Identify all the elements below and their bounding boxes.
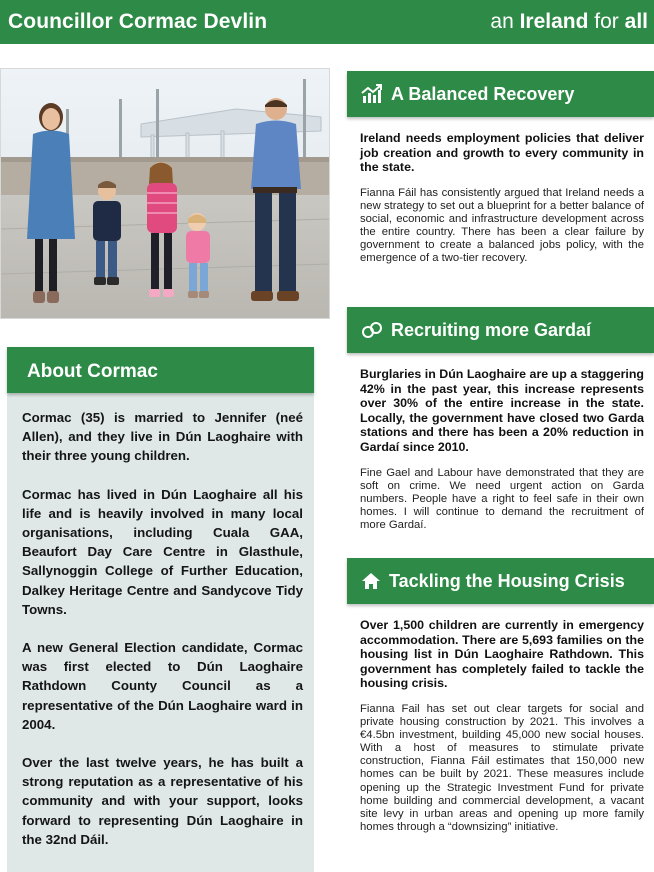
section-title: A Balanced Recovery [391,83,575,104]
section-body: Fine Gael and Labour have demonstrated that they are soft on crime. We need urgent action on Garda numbers. People have a right to feel safe in their own homes. I will continue to demand the recruitment of more Gardaí. [360,466,644,531]
tagline-all: all [624,10,648,33]
section-heading [347,71,654,117]
section-lead: Burglaries in Dún Laoghaire are up a staggering 42% in the past year, this increase represents over 30% of the entire increase in the state. Locally, the government have closed two Garda stations and there has been a 20% reduction in Gardaí since 2010. [360,367,644,454]
section-recruiting-gardai [347,307,654,532]
chart-growth-icon [361,84,383,104]
section-balanced-recovery [347,71,654,265]
family-photo-illustration [1,69,330,319]
about-panel [7,347,314,872]
section-body: Fianna Fail has set out clear targets for social and private housing construction by 2021. This involves a €4.5bn investment, building 45,000 new social houses. With a host of measures to stimulate private construction, Fianna Fáil estimates that 150,000 new homes can be built by 2021. These measures include opening up the Strategic Investment Fund for private home building and commercial development, a vacant site levy in urban areas and opening up more family homes through a “downsizing” initiative. [360,702,644,833]
about-paragraph: A new General Election candidate, Cormac was first elected to Dún Laoghaire Rathdown County Council as a representative of the Dún Laoghaire ward in 2004. [22,640,303,732]
about-paragraph: Cormac has lived in Dún Laoghaire all his life and is heavily involved in many local organisations, including Cuala GAA, Beaufort Day Care Centre in Glasthule, Sallynoggin College of Further Education, Dalkey Heritage Centre and Sandycove Tidy Towns. [22,486,303,617]
handcuffs-icon [361,320,383,340]
candidate-name: Councillor Cormac Devlin [8,10,268,33]
about-body [22,408,303,868]
section-body: Fianna Fáil has consistently argued that Ireland needs a new strategy to set out a blueprint for a better balance of social, economic and infrastructure development across the entire country. There has been a clear failure by government to create a balanced jobs policy, with the emergence of a two-tier recovery. [360,186,644,265]
tagline-mid: for [588,10,625,33]
tagline-ireland: Ireland [519,10,589,33]
about-heading: About Cormac [7,347,314,393]
section-heading [347,307,654,353]
section-housing-crisis [347,558,654,834]
campaign-tagline [490,10,648,34]
section-title: Tackling the Housing Crisis [389,570,625,591]
tagline-pre: an [490,10,520,33]
section-lead: Over 1,500 children are currently in emergency accommodation. There are 5,693 families on the housing list in Dún Laoghaire Rathdown. This government has completely failed to tackle the housing crisis. [360,618,644,691]
about-paragraph: Cormac (35) is married to Jennifer (neé Allen), and they live in Dún Laoghaire with their three young children. [22,410,303,464]
section-heading [347,558,654,604]
section-title: Recruiting more Gardaí [391,319,592,340]
family-photo [0,68,330,319]
house-icon [361,571,381,591]
section-lead: Ireland needs employment policies that deliver job creation and growth to every community in the state. [360,131,644,175]
about-paragraph: Over the last twelve years, he has built a strong reputation as a representative of his community and with your support, looks forward to representing Dún Laoghaire in the 32nd Dáil. [22,755,303,847]
header-bar [0,0,654,44]
